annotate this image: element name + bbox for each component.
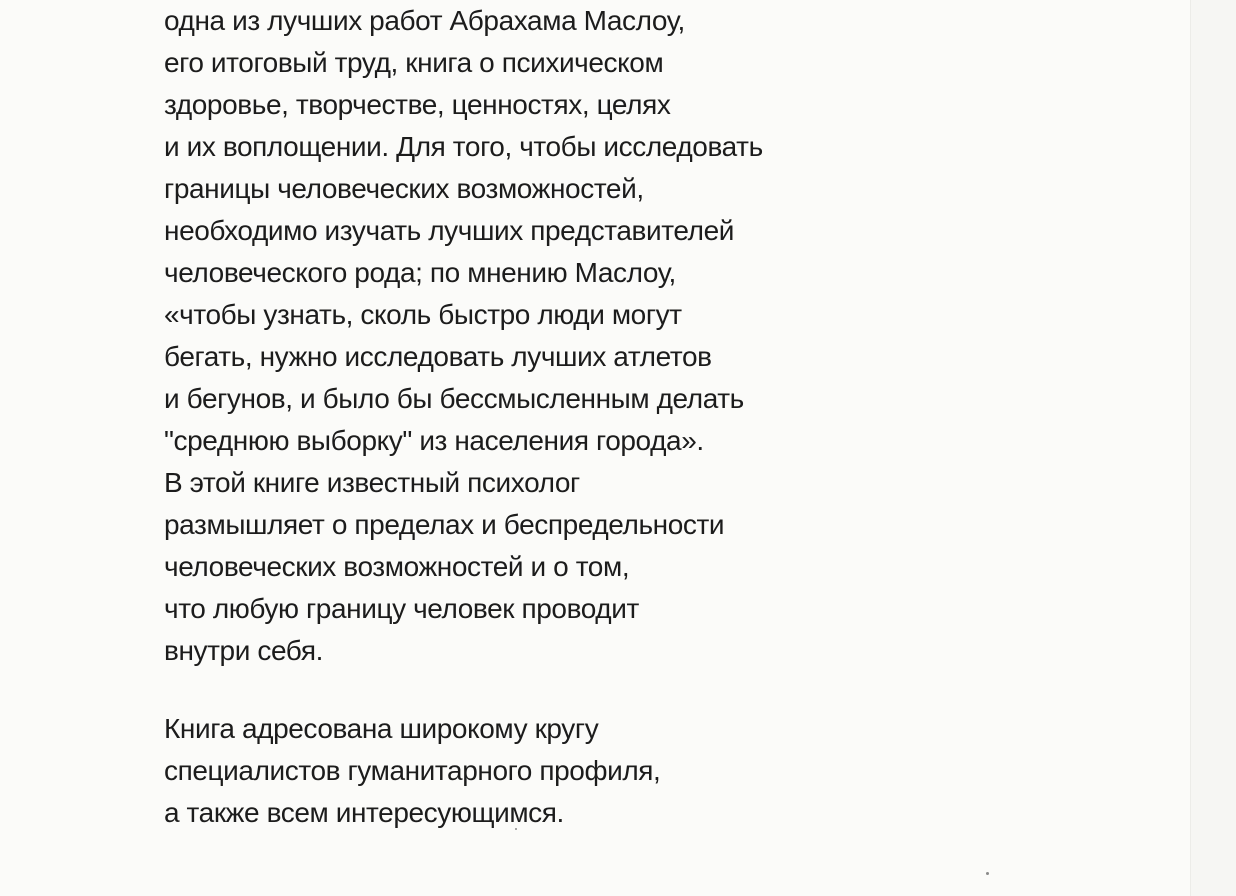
- text-line: размышляет о пределах и беспредельности: [164, 509, 725, 540]
- text-line: «чтобы узнать, сколь быстро люди могут: [164, 299, 682, 330]
- text-line: и бегунов, и было бы бессмысленным делать: [164, 383, 744, 414]
- page-edge: [1190, 0, 1236, 896]
- text-line: одна из лучших работ Абрахама Маслоу,: [164, 5, 685, 36]
- paragraph-description: [164, 0, 763, 672]
- text-line: и их воплощении. Для того, чтобы исследовать: [164, 131, 763, 162]
- text-line: внутри себя.: [164, 635, 323, 666]
- scan-speck: [986, 872, 989, 875]
- text-line: здоровье, творчестве, ценностях, целях: [164, 89, 671, 120]
- text-line: специалистов гуманитарного профиля,: [164, 755, 661, 786]
- text-line: бегать, нужно исследовать лучших атлетов: [164, 341, 712, 372]
- text-line: его итоговый труд, книга о психическом: [164, 47, 664, 78]
- text-line: что любую границу человек проводит: [164, 593, 639, 624]
- text-line: человеческого рода; по мнению Маслоу,: [164, 257, 676, 288]
- text-line: необходимо изучать лучших представителей: [164, 215, 734, 246]
- text-line: В этой книге известный психолог: [164, 467, 580, 498]
- text-line: границы человеческих возможностей,: [164, 173, 644, 204]
- text-line: "среднюю выборку" из населения города».: [164, 425, 704, 456]
- scan-speck: [515, 828, 517, 830]
- text-line: Книга адресована широкому кругу: [164, 713, 599, 744]
- text-line: человеческих возможностей и о том,: [164, 551, 630, 582]
- paragraph-audience: [164, 708, 660, 834]
- text-line: а также всем интересующимся.: [164, 797, 564, 828]
